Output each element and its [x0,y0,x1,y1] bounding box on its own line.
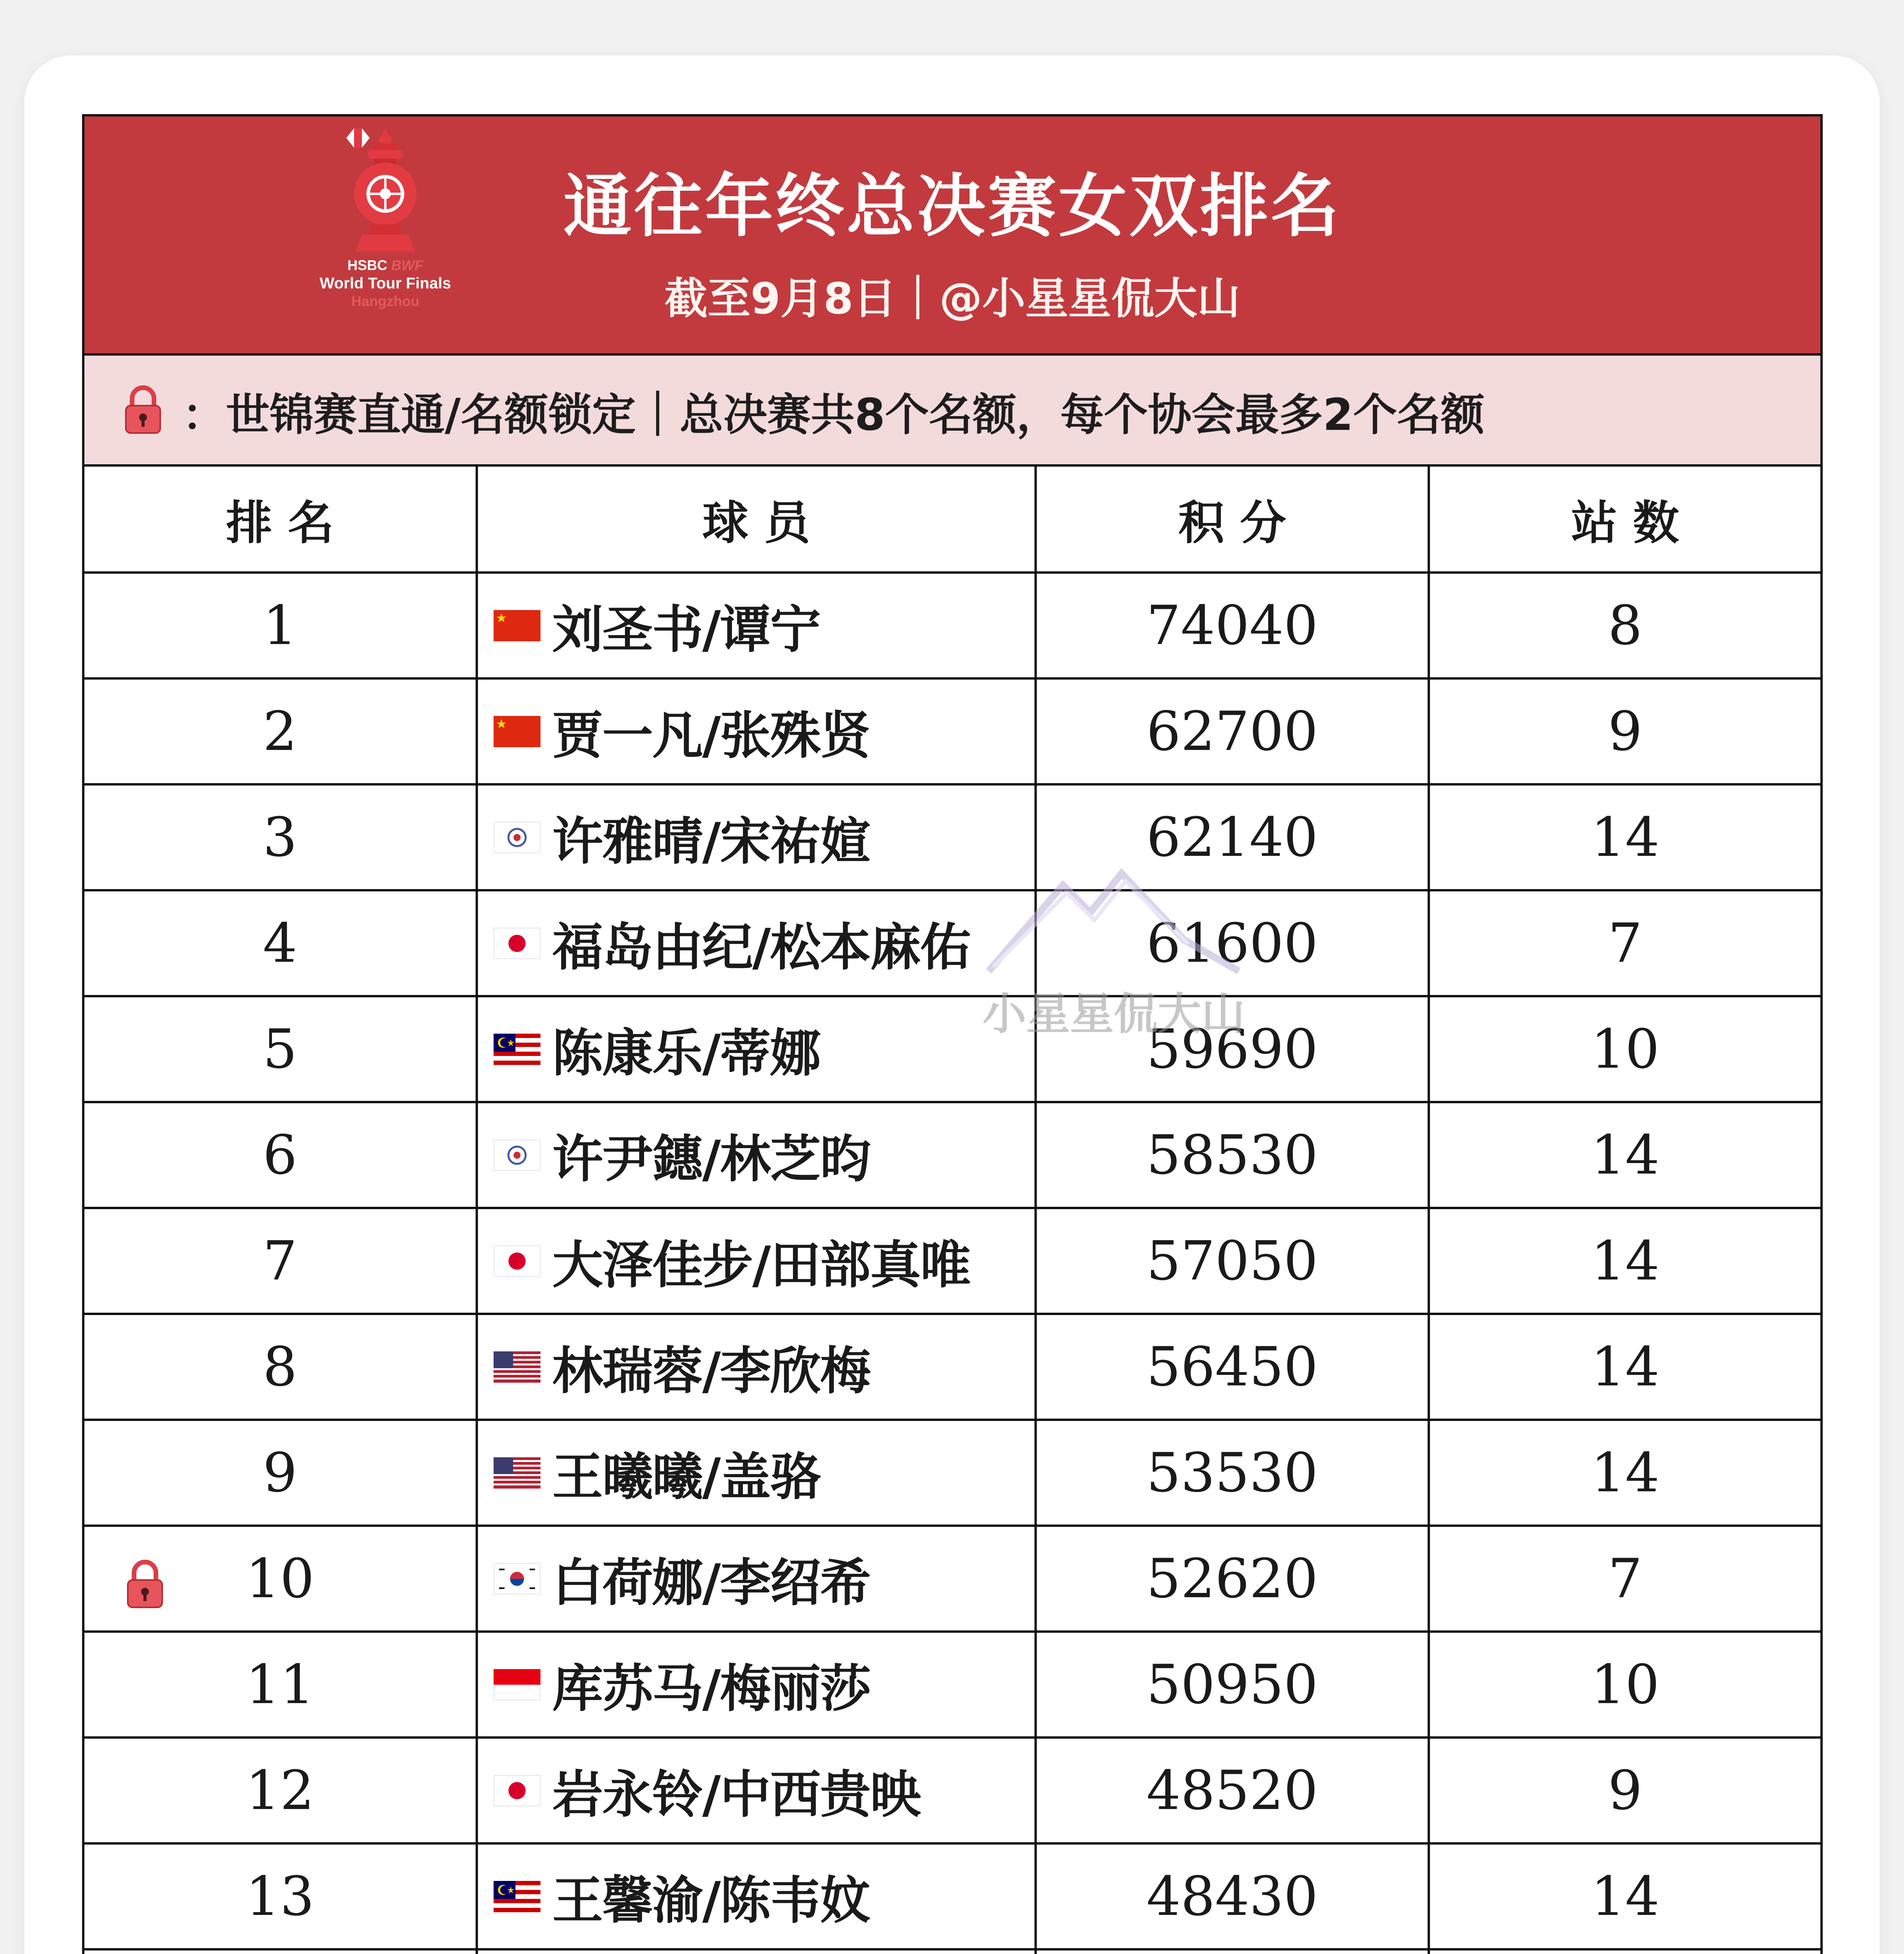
points-cell: 50950 [1036,1632,1429,1737]
table-row [84,1737,1820,1843]
rank-cell [84,784,477,890]
column-header-points: 积分 [1036,467,1429,573]
players-cell [477,1102,1036,1208]
events-cell: 14 [1429,784,1820,890]
rank-cell [84,1102,477,1208]
events-cell: 9 [1429,1737,1820,1843]
rank-cell [84,1949,477,1954]
events-cell: 14 [1429,1102,1820,1208]
players-cell [477,1737,1036,1843]
players-cell [477,1843,1036,1949]
page-subtitle: 截至9月8日｜@小星星侃大山 [664,274,1240,324]
column-header-players: 球员 [477,467,1036,573]
player-names: 贾一凡/张殊贤 [552,706,870,765]
notice-bar [84,356,1820,467]
player-names: 许尹鏸/林芝昀 [552,1129,870,1189]
rank-value: 13 [245,1865,315,1928]
rank-cell [84,1843,477,1949]
usa-flag-icon [494,1351,540,1383]
table-body [84,573,1820,1954]
points-cell [1036,1949,1429,1954]
player-names: 白荷娜/李绍希 [552,1553,870,1612]
player-names: 刘圣书/谭宁 [552,600,820,659]
notice-text: ：世锦赛直通/名额锁定｜总决赛共8个名额，每个协会最多2个名额 [182,390,1485,440]
rank-cell [84,890,477,996]
events-cell: 8 [1429,573,1820,678]
rank-value: 9 [263,1441,297,1504]
china-flag-icon [494,610,540,641]
points-cell: 48430 [1036,1843,1429,1949]
players-cell [477,1526,1036,1632]
usa-flag-icon [494,1457,540,1489]
events-cell: 14 [1429,1208,1820,1314]
rank-value: 10 [245,1547,315,1610]
table-row [84,573,1820,678]
rank-value: 6 [263,1124,297,1186]
rank-value: 7 [263,1229,297,1292]
table-row [84,678,1820,784]
rank-cell [84,1314,477,1420]
table-row [84,1949,1820,1954]
china-flag-icon [494,716,540,747]
indonesia-flag-icon [494,1669,540,1700]
malaysia-flag-icon [494,1034,540,1065]
logo-event-name: World Tour Finals [319,275,451,292]
rank-cell [84,678,477,784]
points-cell: 62700 [1036,678,1429,784]
players-cell [477,890,1036,996]
hsbc-mark-icon [346,128,370,148]
players-cell [477,1420,1036,1526]
players-cell [477,1314,1036,1420]
points-cell: 74040 [1036,573,1429,678]
events-cell: 7 [1429,890,1820,996]
player-names: 许雅晴/宋祐媗 [552,812,870,871]
logo-city: Hangzhou [351,293,419,309]
players-cell [477,1949,1036,1954]
table-row [84,784,1820,890]
korea-flag-icon [494,1563,540,1594]
rank-cell [84,1737,477,1843]
rank-value: 2 [263,700,297,763]
events-cell: 14 [1429,1420,1820,1526]
watermark-text: 小星星侃大山 [982,989,1245,1040]
rank-cell [84,1420,477,1526]
players-cell [477,573,1036,678]
table-row [84,1632,1820,1737]
ranking-table [84,467,1820,1954]
rank-value: 8 [263,1335,297,1398]
lock-icon [125,1558,165,1609]
points-cell: 53530 [1036,1420,1429,1526]
column-header-rank: 排名 [84,467,477,573]
table-row [84,1208,1820,1314]
points-cell: 58530 [1036,1102,1429,1208]
rank-value: 11 [245,1653,315,1716]
japan-flag-icon [494,928,540,959]
events-cell: 9 [1429,678,1820,784]
events-cell: 7 [1429,1526,1820,1632]
column-header-events: 站数 [1429,467,1820,573]
page-title: 通往年终总决赛女双排名 [563,167,1342,246]
players-cell [477,1208,1036,1314]
players-cell [477,1632,1036,1737]
table-row [84,1420,1820,1526]
japan-flag-icon [494,1245,540,1277]
player-names: 陈康乐/蒂娜 [552,1024,820,1083]
rank-cell [84,573,477,678]
points-cell: 61600 [1036,890,1429,996]
lock-icon [123,384,163,435]
rank-value: 1 [263,594,297,657]
player-names: 王曦曦/盖骆 [552,1447,820,1507]
header-banner [84,116,1820,356]
rank-value: 4 [263,912,297,975]
ranking-board [82,114,1823,1954]
player-names: 大泽佳步/田部真唯 [552,1235,970,1295]
table-row [84,1314,1820,1420]
table-row [84,890,1820,996]
events-cell [1429,1949,1820,1954]
events-cell: 14 [1429,1314,1820,1420]
table-row [84,1526,1820,1632]
events-cell: 10 [1429,1632,1820,1737]
player-names: 王馨渝/陈韦妏 [552,1871,870,1930]
player-names: 岩永铃/中西贵映 [552,1765,920,1824]
player-names: 福岛由纪/松本麻佑 [552,918,970,977]
rank-cell [84,1526,477,1632]
players-cell [477,678,1036,784]
chinese-taipei-flag-icon [494,822,540,853]
players-cell [477,996,1036,1102]
rank-cell [84,1632,477,1737]
points-cell: 62140 [1036,784,1429,890]
points-cell: 48520 [1036,1737,1429,1843]
table-row [84,1102,1820,1208]
chinese-taipei-flag-icon [494,1140,540,1171]
points-cell: 57050 [1036,1208,1429,1314]
japan-flag-icon [494,1775,540,1806]
player-names: 林瑞蓉/李欣梅 [552,1341,870,1401]
points-cell: 56450 [1036,1314,1429,1420]
logo-sponsor-line: HSBC BWF [347,257,423,273]
rank-value: 12 [245,1759,315,1822]
rank-value: 5 [263,1018,297,1081]
table-row [84,996,1820,1102]
rank-cell [84,1208,477,1314]
rank-value: 3 [263,806,297,869]
malaysia-flag-icon [494,1881,540,1912]
table-row [84,1843,1820,1949]
players-cell [477,784,1036,890]
events-cell: 10 [1429,996,1820,1102]
table-header-row [84,467,1820,573]
events-cell: 14 [1429,1843,1820,1949]
player-names: 库苏马/梅丽莎 [552,1659,870,1718]
rank-cell [84,996,477,1102]
points-cell: 52620 [1036,1526,1429,1632]
points-cell: 59690 [1036,996,1429,1102]
